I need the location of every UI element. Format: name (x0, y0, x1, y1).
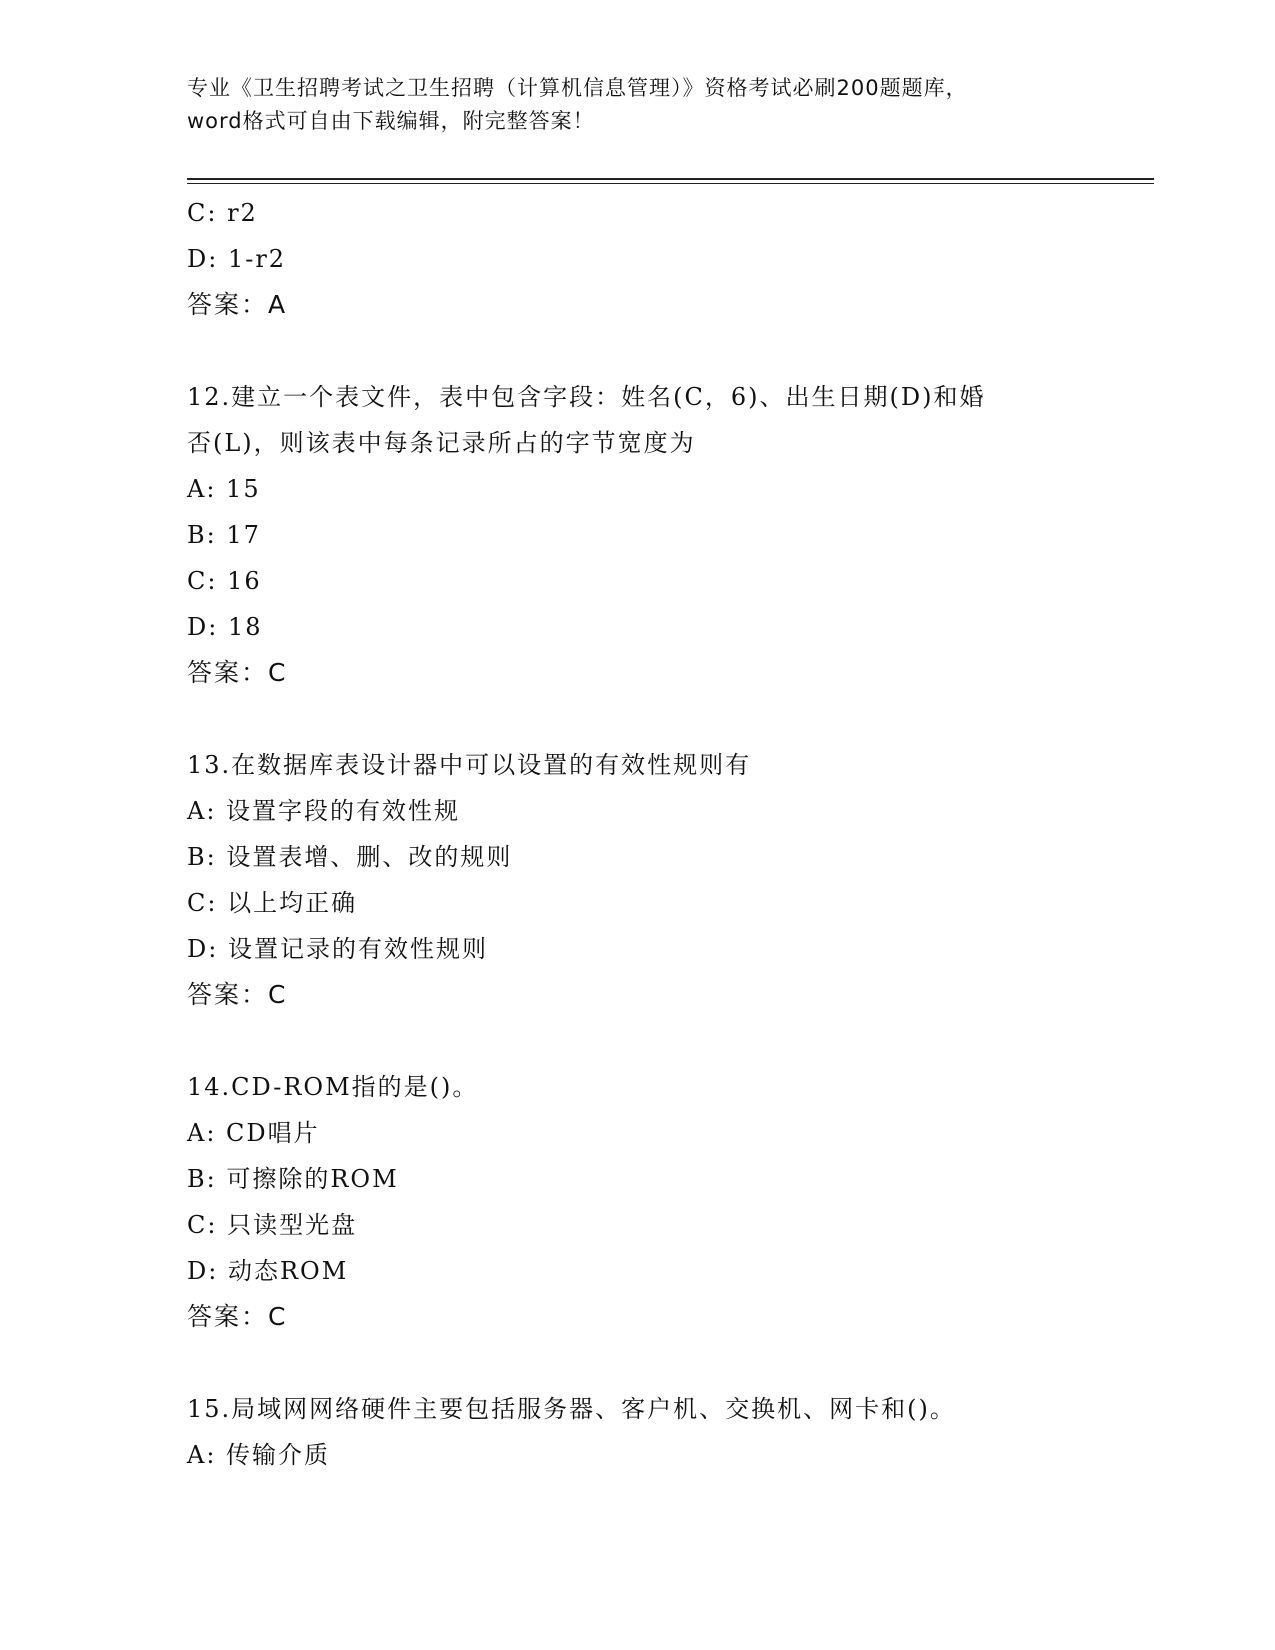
question-15 (187, 1386, 1147, 1478)
option-c: C: r2 (187, 199, 258, 227)
document-header (187, 72, 1107, 138)
answer: 答案：C (187, 658, 288, 687)
option-a: A: 设置字段的有效性规 (187, 797, 461, 825)
question-stem: 12.建立一个表文件，表中包含字段：姓名(C，6)、出生日期(D)和婚 (187, 383, 986, 411)
question-stem: 15.局域网网络硬件主要包括服务器、客户机、交换机、网卡和()。 (187, 1395, 956, 1423)
spacer (187, 1340, 1147, 1386)
question-stem: 14.CD-ROM指的是()。 (187, 1073, 479, 1101)
spacer (187, 328, 1147, 374)
option-a: A: CD唱片 (187, 1119, 320, 1147)
question-12 (187, 374, 1147, 696)
question-13 (187, 742, 1147, 1018)
header-title-line-2: word格式可自由下载编辑，附完整答案！ (187, 109, 595, 133)
option-d: D: 设置记录的有效性规则 (187, 935, 488, 963)
answer: 答案：C (187, 980, 288, 1009)
option-d: D: 18 (187, 613, 263, 641)
answer: 答案：A (187, 290, 288, 319)
question-stem-continued: 否(L)，则该表中每条记录所占的字节宽度为 (187, 429, 696, 457)
question-14 (187, 1064, 1147, 1340)
option-d: D: 1-r2 (187, 245, 287, 273)
spacer (187, 696, 1147, 742)
option-c: C: 只读型光盘 (187, 1211, 358, 1239)
header-divider-thick (187, 178, 1154, 180)
answer: 答案：C (187, 1302, 288, 1331)
question-11-tail (187, 190, 1147, 328)
header-title-line-1: 专业《卫生招聘考试之卫生招聘（计算机信息管理）》资格考试必刷200题题库， (187, 76, 968, 100)
header-divider-thin (187, 183, 1154, 184)
option-c: C: 16 (187, 567, 262, 595)
option-c: C: 以上均正确 (187, 889, 358, 917)
option-b: B: 可擦除的ROM (187, 1165, 399, 1193)
option-a: A: 15 (187, 475, 261, 503)
question-stem: 13.在数据库表设计器中可以设置的有效性规则有 (187, 751, 752, 779)
option-a: A: 传输介质 (187, 1441, 331, 1469)
option-d: D: 动态ROM (187, 1257, 349, 1285)
spacer (187, 1018, 1147, 1064)
option-b: B: 设置表增、删、改的规则 (187, 843, 513, 871)
option-b: B: 17 (187, 521, 261, 549)
question-list (187, 190, 1147, 1478)
